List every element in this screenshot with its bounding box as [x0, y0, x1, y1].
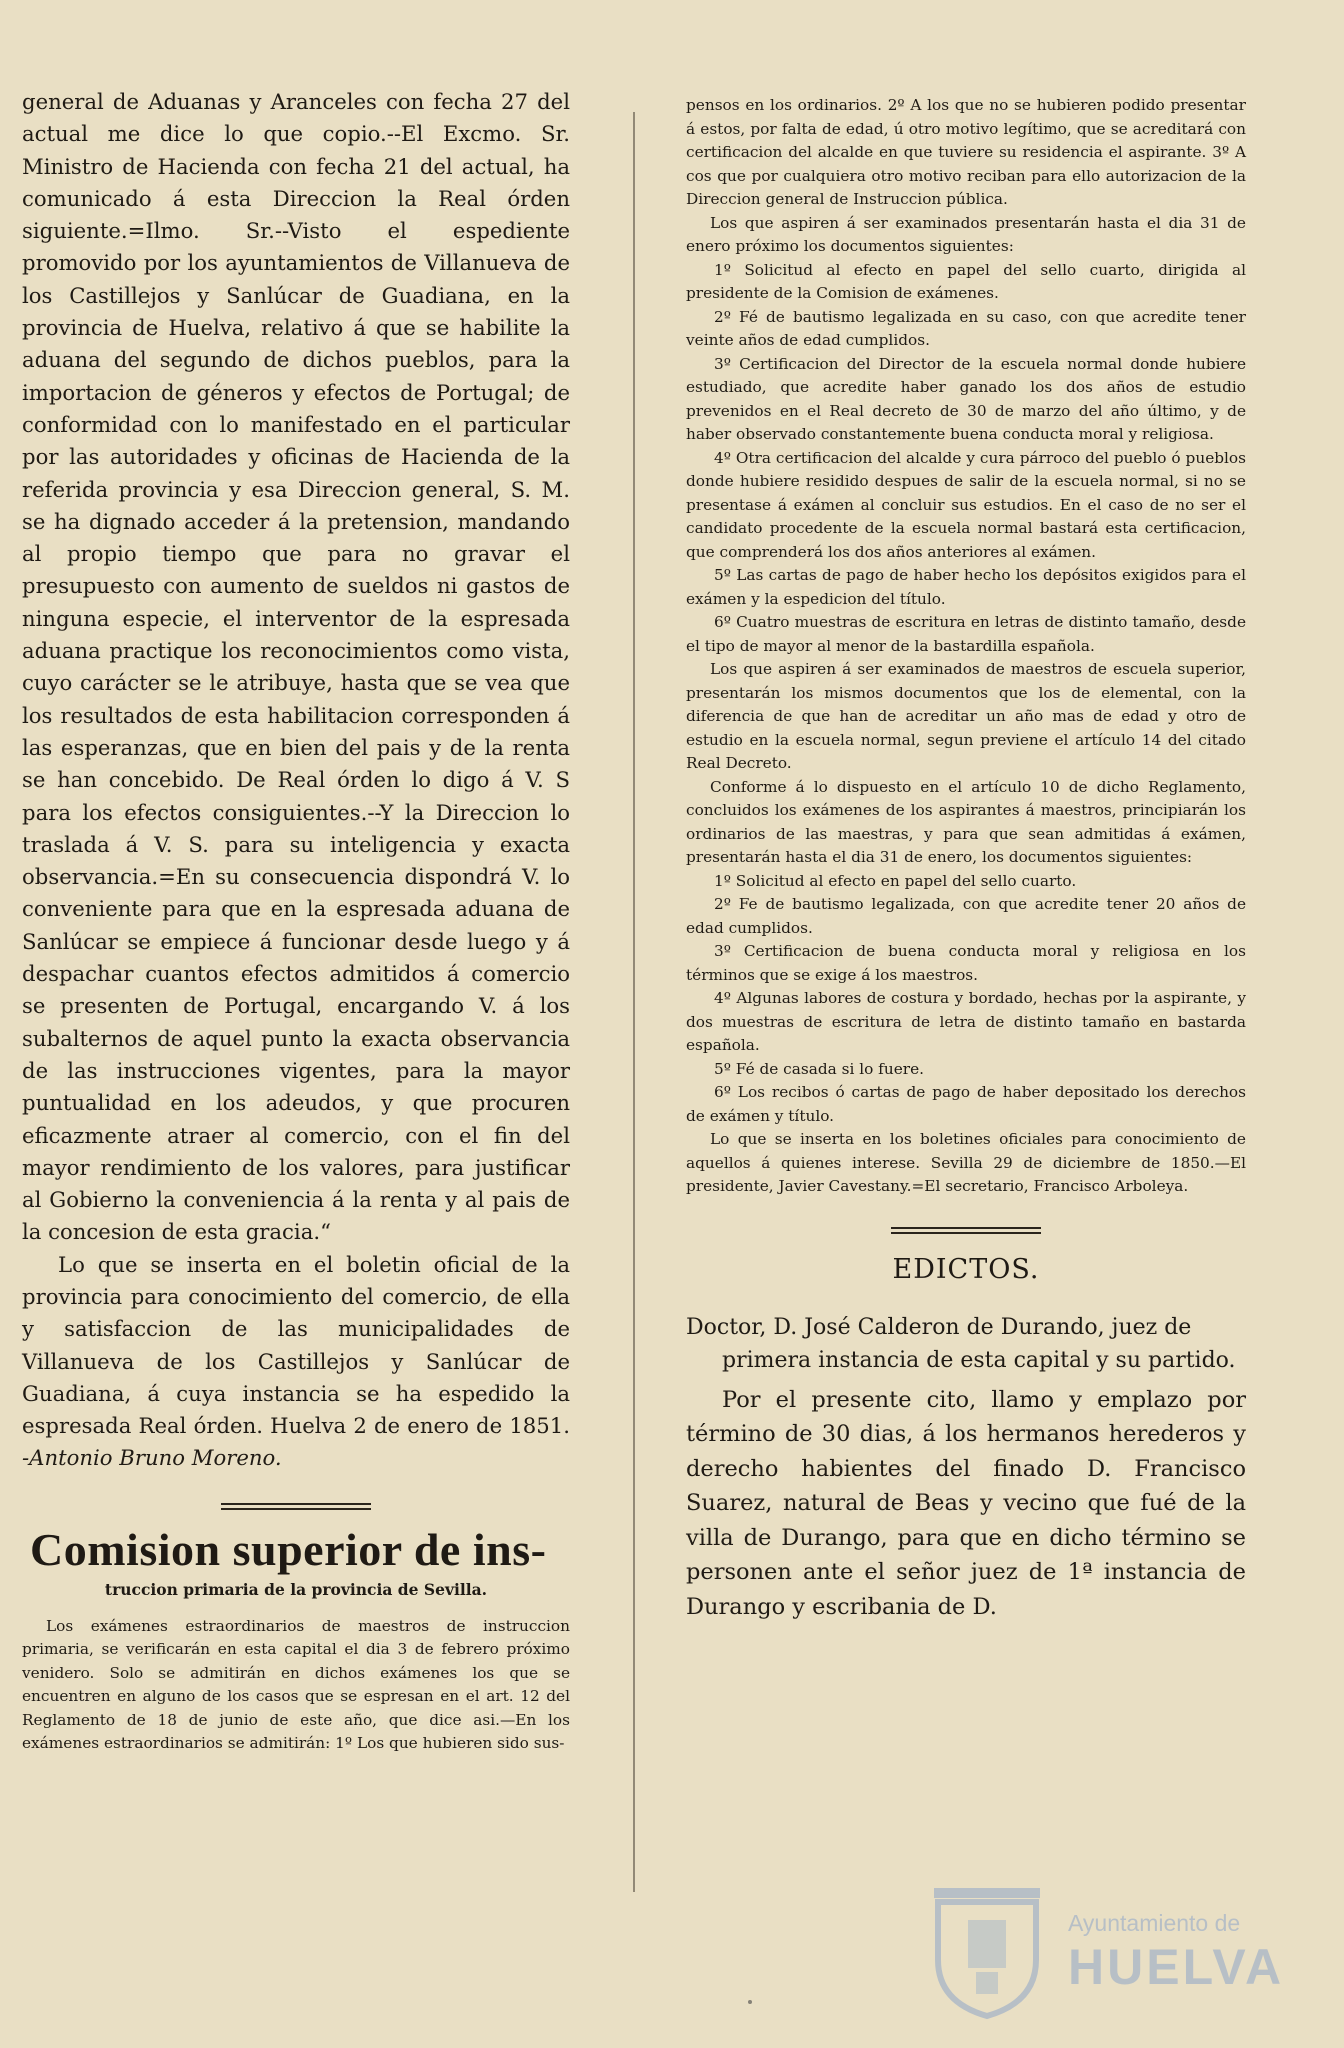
customs-notice-paragraph-1: general de Aduanas y Aranceles con fecha 27 del actual me dice lo que copio.--El Excmo. Sr. Ministro de Hacienda con fecha 21 del actual, ha comunicado á esta Direccion la Real órden siguiente.=Ilmo. Sr.--Visto el espediente promovido por los ayuntamientos de Villanueva de los Castillejos y Sanlúcar de Guadiana, en la provincia de Huelva, relativo á que se habilite la aduana del segundo de dichos pueblos, para la importacion de géneros y efectos de Portugal; de conformidad con lo manifestado en el particular por las autoridades y oficinas de Hacienda de la referida provincia y esa Direccion general, S. M. se ha dignado acceder á la pretension, mandando al propio tiempo que para no gravar el presupuesto con aumento de sueldos ni gastos de ninguna especie, el interventor de la espresada aduana practique los reconocimientos como vista, cuyo carácter se le atribuye, hasta que se vea que los resultados de esta habilitacion corresponden á las esperanzas, que en bien del pais y de la renta se han concebido. De Real órden lo digo á V. S para los efectos consiguientes.--Y la Direccion lo traslada á V. S. para su inteligencia y exacta observancia.=En su consecuencia dispondrá V. lo conveniente para que en la espresada aduana de Sanlúcar se empiece á funcionar desde luego y á despachar cuantos efectos admitidos á comercio se presenten de Portugal, encargando V. á los subalternos de aquel punto la exacta observancia de las instrucciones vigentes, para la mayor puntualidad en los adeudos, y que procuren eficazmente atraer al comercio, con el fin del mayor rendimiento de los valores, para justificar al Gobierno la conveniencia á la renta y al pais de la concesion de esta gracia.“ — [22, 89, 570, 1245]
watermark-line-1: Ayuntamiento de — [1068, 1910, 1241, 1936]
list-item: 4º Algunas labores de costura y bordado, hechas por la aspirante, y dos muestras de escritura de letra de distinto tamaño en bastarda española. — [686, 989, 1246, 1054]
signature: -Antonio Bruno Moreno. — [22, 1445, 282, 1471]
section-body — [22, 1615, 570, 1756]
section-subtitle: truccion primaria de la provincia de Sevilla. — [104, 1579, 488, 1599]
section-body-paragraph: Los exámenes estraordinarios de maestros de instruccion primaria, se verificarán en esta capital el dia 3 de febrero próximo venidero. Solo se admitirán en dichos exámenes los que se encuentren en alguno de los casos que se espresan en el art. 12 del Reglamento de 18 de junio de este año, que dice asi.—En los exámenes estraordinarios se admitirán: 1º Los que hubieren sido sus- — [22, 1616, 570, 1753]
city-shield-icon — [928, 1880, 1046, 2020]
section-title: Comision superior de ins- — [30, 1523, 547, 1575]
edicto-body: Por el presente cito, llamo y emplazo por término de 30 dias, á los hermanos herederos y derecho habientes del finado D. Francisco Suarez, natural de Beas y vecino que fué de la villa de Durango, para que en dicho término se personen ante el señor juez de 1ª instancia de Durango y escribania de D. — [686, 1386, 1246, 1620]
exam-superior: Los que aspiren á ser examinados de maestros de escuela superior, presentarán los mismos documentos que los de elemental, con la diferencia de que han de acreditar un año mas de edad y otro de estudio en la escuela normal, segun previene el artículo 14 del citado Real Decreto. — [686, 660, 1246, 772]
section-separator — [891, 1227, 1041, 1234]
list-item: 5º Fé de casada si lo fuere. — [714, 1059, 924, 1078]
customs-notice-paragraph-2 — [22, 1249, 570, 1475]
list-item: 1º Solicitud al efecto en papel del sello cuarto, dirigida al presidente de la Comision de exámenes. — [686, 260, 1246, 302]
list-item: 2º Fe de bautismo legalizada, con que acredite tener 20 años de edad cumplidos. — [686, 895, 1246, 937]
list-item: 4º Otra certificacion del alcalde y cura párroco del pueblo ó pueblos donde hubiere residido despues de salir de la escuela normal, si no se presentase á exámen al concluir sus estudios. En el caso de no ser el candidato procedente de la escuela normal bastará esta certificacion, que comprenderá los dos años anteriores al exámen. — [686, 448, 1246, 561]
edictos-title: EDICTOS. — [892, 1253, 1040, 1285]
exam-maestras: Conforme á lo dispuesto en el artículo 10 de dicho Reglamento, concluidos los exámenes de los aspirantes á maestros, principiarán los ordinarios de las maestras, y para que sean admitidas á exámen, presentarán hasta el dia 31 de enero, los documentos siguientes: — [686, 777, 1246, 866]
list-item: 2º Fé de bautismo legalizada en su caso, con que acredite tener veinte años de edad cumplidos. — [686, 307, 1246, 349]
exam-continuation: pensos en los ordinarios. 2º A los que no se hubieren podido presentar á estos, por falta de edad, ú otro motivo legítimo, que se acreditará con certificacion del alcalde en que tuviere su residencia el aspirante. 3º A cos que por cualquiera otro motivo reciban para ello autorizacion de la Direccion general de Instruccion pública. — [686, 96, 1246, 208]
list-item: 5º Las cartas de pago de haber hecho los depósitos exigidos para el exámen y la espedicion del título. — [686, 566, 1246, 608]
exam-intro: Los que aspiren á ser examinados presentarán hasta el dia 31 de enero próximo los documentos siguientes: — [686, 213, 1246, 255]
section-separator — [221, 1503, 371, 1510]
list-item: 1º Solicitud al efecto en papel del sello cuarto. — [714, 871, 1077, 890]
edicto-heading: Doctor, D. José Calderon de Durando, juez de primera instancia de esta capital y su partido. — [686, 1314, 1236, 1373]
list-item: 6º Los recibos ó cartas de pago de haber depositado los derechos de exámen y título. — [686, 1083, 1246, 1125]
list-item: 3º Certificacion de buena conducta moral y religiosa en los términos que se exige á los maestros. — [686, 942, 1246, 984]
right-column — [686, 94, 1246, 1624]
exam-closing: Lo que se inserta en los boletines oficiales para conocimiento de aquellos á quienes interese. Sevilla 29 de diciembre de 1850.—El presidente, Javier Cavestany.=El secretario, Francisco Arboleya. — [686, 1130, 1246, 1195]
watermark — [928, 1880, 1288, 2030]
list-item: 6º Cuatro muestras de escritura en letras de distinto tamaño, desde el tipo de mayor al menor de la bastardilla española. — [686, 613, 1246, 655]
exam-notice — [686, 94, 1246, 1199]
list-item: 3º Certificacion del Director de la escuela normal donde hubiere estudiado, que acredite haber ganado los dos años de estudio prevenidos en el Real decreto de 30 de marzo del año último, y de haber observado constantemente buena conducta moral y religiosa. — [686, 354, 1246, 443]
ink-dot — [748, 2000, 752, 2004]
customs-notice-paragraph-2-text: Lo que se inserta en el boletin oficial de la provincia para conocimiento del comercio, de ella y satisfaccion de las municipalidades de Villanueva de los Castillejos y Sanlúcar de Guadiana, á cuya instancia se ha espedido la espresada Real órden. Huelva 2 de enero de 1851. — [22, 1251, 570, 1439]
left-column — [22, 86, 570, 1756]
customs-notice — [22, 86, 570, 1475]
column-divider — [633, 112, 635, 1892]
watermark-line-2: HUELVA — [1068, 1939, 1285, 1995]
